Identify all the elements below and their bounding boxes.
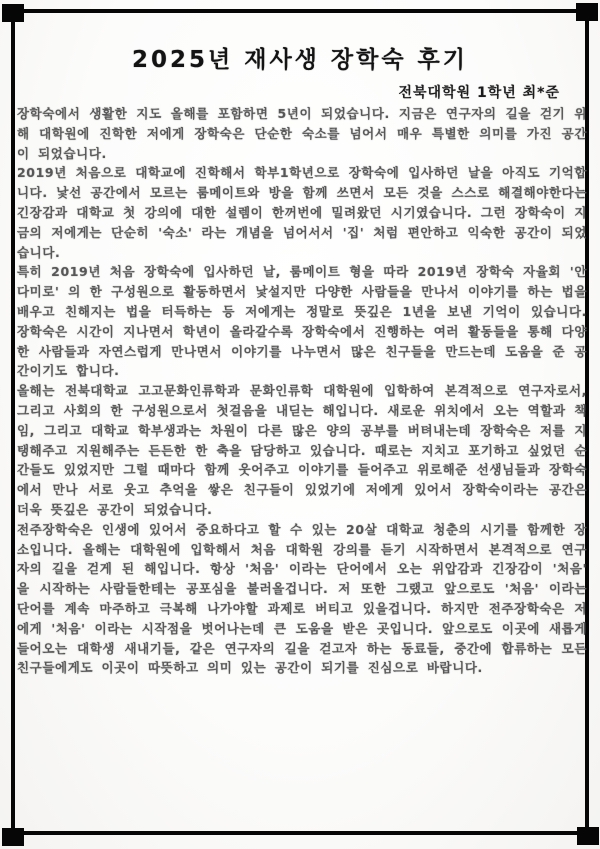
paragraph-closing-wishes: 전주장학숙은 인생에 있어서 중요하다고 할 수 있는 20살 대학교 청춘의 시기를 함께한 장소입니다. 올해는 대학원에 입학해서 처음 대학원 강의를 듣기 시작하면서 본격적으로 연구자의 길을 걷게 된 해입니다. 항상 '처음' 이라는 단어에서 오는 위압감과 긴장감이 '처음' 을 시작하는 사람들한테는 공포심을 불러올겁니다. 저 또한 그랬고 앞으로도 '처음' 이라는 단어를 계속 마주하고 극복해 나가야할 과제로 버티고 있을겁니다. 하지만 전주장학숙은 저에게 '처음' 이라는 시작점을 벗어나는데 큰 도움을 받은 곳입니다. 앞으로도 이곳에 새롭게 들어오는 대학생 새내기들, 같은 연구자의 길을 걷고자 하는 동료들, 중간에 합류하는 모든 친구들에게도 이곳이 따뜻하고 의미 있는 공간이 되기를 진심으로 바랍니다. — [17, 521, 587, 676]
paragraph-club-activities: 특히 2019년 처음 장학숙에 입사하던 날, 룸메이트 형을 따라 2019년 장학숙 자율회 '안다미로' 의 한 구성원으로 활동하면서 낯설지만 다양한 사람들을 만나서 이야기를 하는 법을 배우고 친해지는 법을 터득하는 등 저에게는 정말로 뜻깊은 1년을 보낸 기억이 있습니다. 장학숙은 시간이 지나면서 학년이 올라갈수록 장학숙에서 진행하는 여러 활동들을 통해 다양한 사람들과 자연스럽게 만나면서 이야기를 나누면서 많은 친구들을 만드는데 도움을 준 공간이기도 합니다. — [17, 264, 587, 379]
author-byline: 전북대학원 1학년 최*준 — [398, 85, 560, 101]
frame-corner-top-left-icon — [2, 4, 24, 22]
frame-corner-top-right-icon — [576, 3, 598, 21]
frame-corner-bottom-right-icon — [577, 827, 599, 845]
paragraph-intro: 장학숙에서 생활한 지도 올해를 포함하면 5년이 되었습니다. 지금은 연구자의 길을 걷기 위해 대학원에 진학한 저에게 장학숙은 단순한 숙소를 넘어서 매우 특별한 의미를 가진 공간이 되었습니다. — [17, 106, 587, 161]
document-body — [17, 104, 587, 678]
frame-corner-bottom-left-icon — [2, 828, 24, 846]
paragraph-graduate-school: 올해는 전북대학교 고고문화인류학과 문화인류학 대학원에 입학하여 본격적으로 연구자로서, 그리고 사회의 한 구성원으로서 첫걸음을 내딛는 해입니다. 새로운 위치에서 오는 역할과 책임, 그리고 대학교 학부생과는 차원이 다른 많은 양의 공부를 버텨내는데 장학숙은 저를 지탱해주고 지원해주는 든든한 한 축을 담당하고 있습니다. 때로는 지치고 포기하고 싶었던 순간들도 있었지만 그럴 때마다 함께 웃어주고 이야기를 들어주고 위로해준 선생님들과 장학숙에서 만나 서로 웃고 추억을 쌓은 친구들이 있었기에 저에게 있어서 장학숙이라는 공간은 더욱 뜻깊은 공간이 되었습니다. — [17, 383, 587, 517]
page-title: 2025년 재사생 장학숙 후기 — [132, 47, 468, 73]
paragraph-first-year-memory: 2019년 처음으로 대학교에 진학해서 학부1학년으로 장학숙에 입사하던 날을 아직도 기억합니다. 낯선 공간에서 모르는 룸메이트와 방을 함께 쓰면서 모든 것을 스스로 해결해야한다는 긴장감과 대학교 첫 강의에 대한 설렘이 한꺼번에 밀려왔던 시기였습니다. 그런 장학숙이 지금의 저에게는 단순히 '숙소' 라는 개념을 넘어서서 '집' 처럼 편안하고 익숙한 공간이 되었습니다. — [17, 165, 587, 260]
